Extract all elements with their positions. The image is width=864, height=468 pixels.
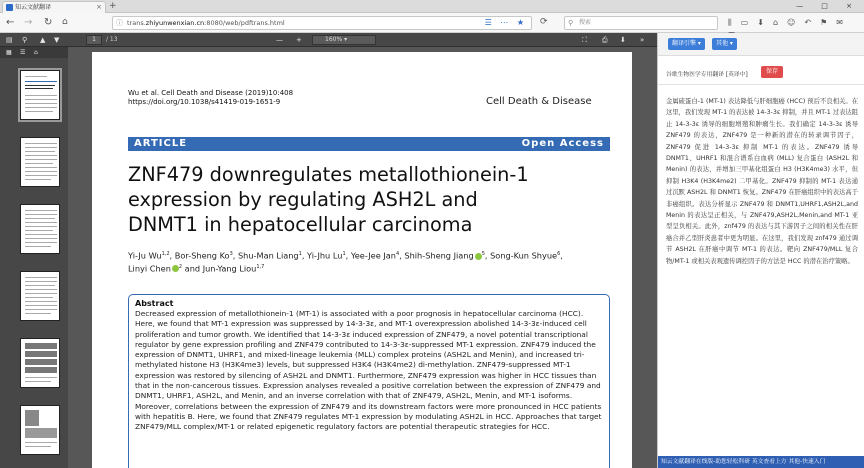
page-thumbnail-5[interactable] [20,338,60,388]
favicon-icon [6,4,13,11]
divider [658,84,864,85]
attachments-view-icon[interactable]: ⌂ [34,49,38,56]
affiliation-sup: 1,2 [161,251,170,257]
bookmark-star-icon[interactable]: ☰ ⋯ ★ [484,18,527,27]
page-thumbnail-4[interactable] [20,271,60,321]
page-total: / 13 [106,36,118,43]
search-placeholder: 搜索 [579,19,592,26]
print-icon[interactable]: ⎙ [602,36,608,44]
tab-bar [0,0,864,13]
author-list: Yi-Ju Wu$^{1,2}$, Bor-Sheng Ko$^3$, Shu-Man Liang$^1$, Yi-Jhu Lu$^1$, Yee-Jee Jan$^4$, Shih-Sheng Jiang $^5$, Song-Kun Shyue$^6$, Linyi Chen $^2$ and Jun-Yang Liou$^{1,7}$ [128,250,563,274]
download-icon[interactable]: ⬇ [620,36,626,44]
author-name: Linyi Chen [128,263,171,274]
author-name: Yi-Jhu Lu [307,250,343,261]
journal-name: Cell Death & Disease [486,96,592,107]
author-name: Jun-Yang Liou [202,263,257,274]
doi-link[interactable]: https://doi.org/10.1038/s41419-019-1651-9 [128,98,281,106]
orcid-icon[interactable] [172,265,179,272]
page-thumbnail-6[interactable] [20,405,60,455]
translation-text: 金属硫蛋白-1 (MT-1) 表达降低与肝细胞癌 (HCC) 预后不良相关。在这里，我们发现 MT-1 的表达被 14-3-3ε 抑制，并且 MT-1 过表达阻止 14-3-3ε 诱导的细胞增殖和肿瘤生长。我们确定 14-3-3ε 诱导 ZNF479 的表达，ZNF479 是一种新的潜在的转录调节因子，ZNF479 促进 14-3-3ε 抑制 MT-1 的表达。ZNF479 诱导 DNMT1、UHRF1 和混合谱系白血病 (MLL) 复合蛋白 (ASH2L 和 Menin) 的表达，并增加三甲基化组蛋白 H3 (H3K4me3) 水平，但抑制 H3K4 (H3K4me2) 二甲基化。ZNF479 抑制的 MT-1 表达通过沉默 ASH2L 和 DNMT1 恢复。ZNF479 在肝癌组织中的表达高于非癌组织。表达分析显示 ZNF479 和 DNMT1,UHRF1,ASH2L,and Menin 的表达呈正相关，与 ZNF479,ASH2L,Menin,and MT-1 亚型呈负相关。此外，znf479 的表达与其下游因子之间的相关性在肝癌合并乙型肝炎患者中更为明显。在这里，我们发现 znf479 通过调节 ASH2L 在肝癌中调节 MT-1 的表达。靶向 ZNF479/MLL 复合物/MT-1 或相关表观遗传调控因子的方法是 HCC 的潜在治疗策略。 [666,98,858,265]
save-button[interactable]: 保存 [761,66,783,78]
affiliation-sup: 1,7 [256,263,265,270]
previous-page-icon[interactable]: ▲ [40,36,46,44]
affiliation-sup: 6 [557,251,561,257]
title-line: expression by regulating ASH2L and [128,188,478,211]
outline-view-icon[interactable]: ☰ [20,49,26,56]
open-access-label: Open Access [521,138,604,149]
title-line: ZNF479 downregulates metallothionein-1 [128,163,529,186]
new-tab-button[interactable]: + [109,1,117,11]
translate-engine-button[interactable]: 翻译引擎 ▾ [668,38,705,50]
thumbnails-view-icon[interactable]: ▦ [6,49,12,56]
sidebar-toggle-icon[interactable]: ▤ [6,36,13,44]
author-name: Bor-Sheng Ko [174,250,230,261]
presentation-icon[interactable]: ⛶ [582,36,587,44]
tools-icon[interactable]: » [640,36,645,44]
pdf-page [92,52,632,468]
translation-panel [657,33,864,468]
page-thumbnail-2[interactable] [20,137,60,187]
browser-tab[interactable] [2,1,106,13]
affiliation-sup: 3 [229,251,233,257]
home-icon[interactable]: ⌂ [62,17,68,27]
url-domain: zhiyunwenxian.cn [145,19,205,27]
tab-title: 知云文献翻译 [15,4,52,11]
affiliation-sup: 5 [481,251,485,257]
orcid-icon[interactable] [475,253,482,260]
author-name: Yi-Ju Wu [128,250,162,261]
search-input[interactable] [564,16,718,30]
next-page-icon[interactable]: ▼ [54,36,60,44]
author-name: Yee-Jee Jan [350,250,396,261]
url-path: :8080/web/pdftrans.html [204,19,285,27]
page-number-input[interactable]: 1 [86,35,102,45]
affiliation-sup: 4 [395,251,400,257]
page-thumbnail-3[interactable] [20,204,60,254]
thumbnail-sidebar [0,58,68,468]
author-name: Shu-Man Liang [237,250,299,261]
paper-title [128,162,529,237]
affiliation-sup: 1 [298,251,302,257]
affiliation-sup: 2 [178,263,183,270]
forward-icon[interactable]: → [24,17,33,28]
abstract-box [128,294,610,468]
window-controls[interactable]: — □ × [796,2,860,10]
find-icon[interactable]: ⚲ [22,36,28,44]
author-name: Song-Kun Shyue [490,250,558,261]
pdf-viewer[interactable] [68,47,657,468]
author-name: Shih-Sheng Jiang [404,250,474,261]
back-icon[interactable]: ← [6,17,15,28]
affiliation-sup: 1 [342,251,346,257]
zoom-out-button[interactable]: — [276,36,283,44]
abstract-text: Decreased expression of metallothionein-1 (MT-1) is associated with a poor prognosis in hepatocellular carcinoma (HCC). Here, we found that MT-1 expression was suppressed by 14-3-3ε, and MT-1 overexpression abolished 14-3-3ε-induced cell proliferation and tumor growth. We identified that 14-3-3ε induced expression of ZNF479, a novel potential transcriptional regulator by gene expression profiling and ZNF479 contributed to 14-3-3ε-suppressed MT-1 expression. ZNF479 induced the expression of DNMT1, UHRF1, and mixed-lineage leukemia (MLL) complex proteins (ASH2L and Menin), and increased tri-methylated histone H3 (H3K4me3) levels, but suppressed H3K4 (H3K4me2) di-methylation. ZNF479-suppressed MT-1 expression was restored by silencing of ASH2L and DNMT1. Furthermore, ZNF479 expression was higher in HCC tissues than that in the non-cancerous tissues. Expression analyses revealed a positive correlation between the expression of ZNF479 and DNMT1, UHRF1, ASH2L, and Menin, and an inverse correlation with that of ZNF479, ASH2L, Menin, and MT-1 isoforms. Moreover, correlations between the expression of ZNF479 and its downstream factors were more pronounced in HCC patients with hepatitis B. Here, we found that ZNF479 regulates MT-1 expression by modulating ASH2L in HCC. Approaches that target ZNF479/MLL complex/MT-1 or related epigenetic regulatory factors are potential therapeutic strategies for HCC. [135,309,602,432]
info-icon: ⓘ [116,19,123,27]
other-menu-button[interactable]: 其他 ▾ [712,38,737,50]
zoom-value: 160% [325,36,343,43]
translation-toolbar [658,33,864,56]
search-icon: ⚲ [568,19,574,27]
reader-view-icon[interactable]: ⟳ [540,17,548,27]
pdf-toolbar [0,33,657,47]
url-prefix: trans. [127,19,146,27]
address-bar[interactable] [112,16,532,30]
abstract-heading: Abstract [135,299,174,308]
citation: Wu et al. Cell Death and Disease (2019)10:408 [128,89,294,97]
panel-footer[interactable]: 知云文献翻译在线版-助您轻松科研 英文查看上方 其他-快速入门 [658,456,864,468]
article-band [128,137,610,151]
title-line: DNMT1 in hepatocellular carcinoma [128,213,473,236]
reload-icon[interactable]: ↻ [44,17,53,28]
zoom-select[interactable]: 160% ▾ [312,35,376,45]
sidebar-toolbar [0,47,68,58]
close-tab-icon[interactable]: × [96,3,102,11]
navigation-bar [0,13,864,33]
toolbar-icons[interactable]: ⫼▭⬇⌂☺↶⚑✉ [728,18,852,27]
translation-engine-label: 谷歌生物医学专用翻译 [英译中] [666,72,748,78]
zoom-in-button[interactable]: + [296,36,302,44]
page-thumbnail-1[interactable] [20,70,60,120]
article-label: ARTICLE [134,138,188,149]
